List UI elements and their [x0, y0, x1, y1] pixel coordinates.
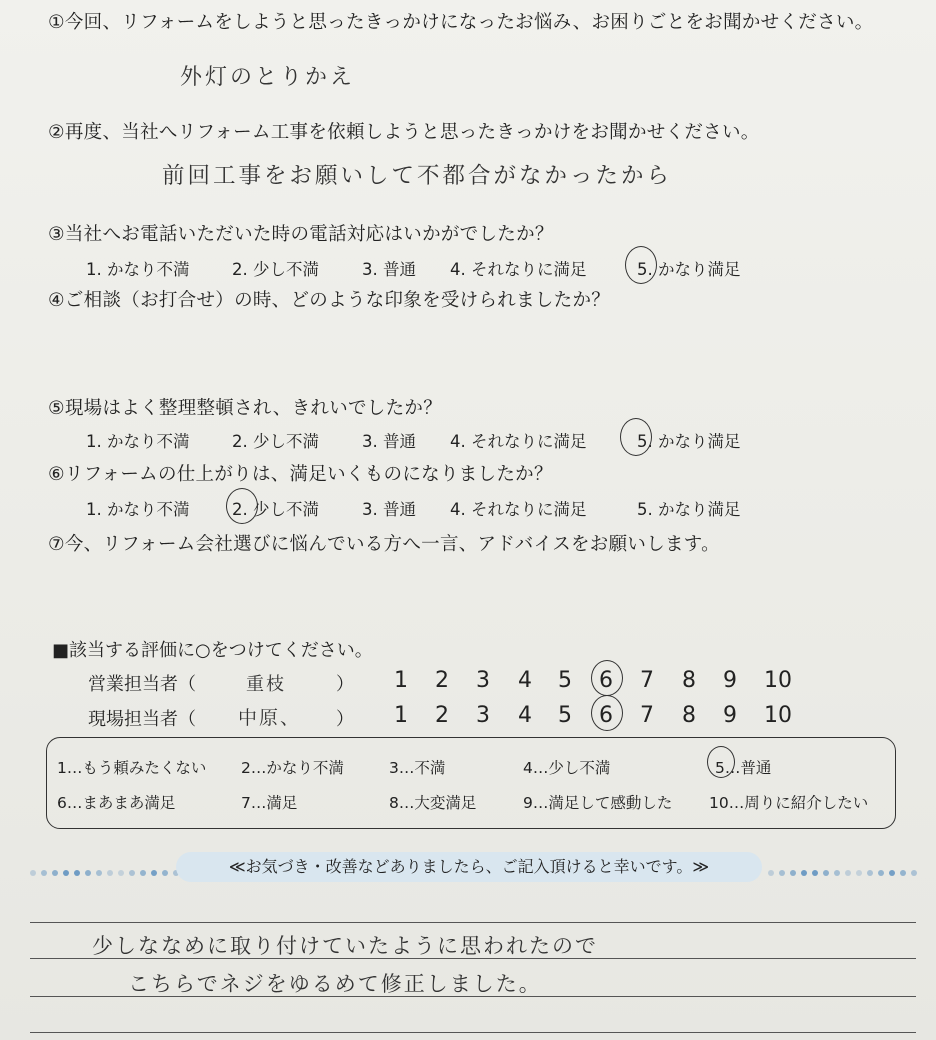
question-7: ⑦今、リフォーム会社選びに悩んでいる方へ一言、アドバイスをお願いします。: [48, 534, 720, 555]
question-6: ⑥リフォームの仕上がりは、満足いくものになりましたか？: [48, 464, 553, 485]
decor-dot: [30, 870, 36, 876]
answer-2-handwritten: 前回工事をお願いして不都合がなかったから: [162, 163, 673, 189]
site-name-handwritten: 中原、: [238, 707, 302, 729]
comment-handwritten-1: 少しななめに取り付けていたように思われたので: [92, 934, 598, 958]
banner-dots-right: [768, 862, 922, 872]
option-5[interactable]: 5. かなり満足: [637, 500, 741, 519]
site-score-circle: [591, 695, 623, 731]
decor-dot: [151, 870, 157, 876]
score-4[interactable]: 4: [518, 668, 532, 693]
score-9[interactable]: 9: [723, 668, 737, 693]
option-5[interactable]: 5. かなり満足: [637, 432, 741, 451]
score-10[interactable]: 10: [764, 703, 792, 728]
rating-title: ■該当する評価に○をつけてください。: [52, 640, 373, 661]
decor-dot: [107, 870, 113, 876]
answer-1-handwritten: 外灯のとりかえ: [180, 65, 356, 90]
score-5[interactable]: 5: [558, 703, 572, 728]
scale-item-8: 8…大変満足: [389, 794, 477, 812]
decor-dot: [801, 870, 807, 876]
option-2[interactable]: 2. 少し不満: [232, 260, 319, 279]
scale-item-1: 1…もう頼みたくない: [57, 759, 207, 777]
decor-dot: [768, 870, 774, 876]
decor-dot: [162, 870, 168, 876]
option-2[interactable]: 2. 少し不満: [232, 432, 319, 451]
scale-item-7: 7…満足: [241, 794, 298, 812]
option-2[interactable]: 2. 少し不満: [232, 500, 319, 519]
decor-dot: [823, 870, 829, 876]
banner-dots-left: [30, 862, 184, 872]
option-1[interactable]: 1. かなり不満: [86, 260, 190, 279]
score-2[interactable]: 2: [435, 668, 449, 693]
decor-dot: [63, 870, 69, 876]
rating-scale-legend: [46, 737, 896, 829]
decor-dot: [867, 870, 873, 876]
score-3[interactable]: 3: [476, 703, 490, 728]
option-4[interactable]: 4. それなりに満足: [450, 260, 587, 279]
decor-dot: [41, 870, 47, 876]
decor-dot: [779, 870, 785, 876]
scale-circle-mark: [707, 746, 735, 778]
decor-dot: [812, 870, 818, 876]
sales-close: ）: [336, 674, 354, 695]
option-4[interactable]: 4. それなりに満足: [450, 432, 587, 451]
decor-dot: [74, 870, 80, 876]
question-5: ⑤現場はよく整理整頓され、きれいでしたか？: [48, 398, 442, 419]
sales-name-handwritten: 重枝: [246, 674, 286, 695]
option-3[interactable]: 3. 普通: [362, 260, 416, 279]
selected-circle: [625, 246, 657, 284]
decor-dot: [790, 870, 796, 876]
score-3[interactable]: 3: [476, 668, 490, 693]
question-1: ①今回、リフォームをしようと思ったきっかけになったお悩み、お困りごとをお聞かせください。: [48, 12, 874, 33]
decor-dot: [845, 870, 851, 876]
option-1[interactable]: 1. かなり不満: [86, 432, 190, 451]
decor-dot: [85, 870, 91, 876]
decor-dot: [140, 870, 146, 876]
decor-dot: [129, 870, 135, 876]
score-6[interactable]: 6: [599, 668, 613, 693]
scale-item-9: 9…満足して感動した: [523, 794, 673, 812]
score-10[interactable]: 10: [764, 668, 792, 693]
decor-dot: [900, 870, 906, 876]
decor-dot: [878, 870, 884, 876]
scale-item-4: 4…少し不満: [523, 759, 611, 777]
question-4: ④ご相談（お打合せ）の時、どのような印象を受けられましたか？: [48, 290, 611, 311]
decor-dot: [911, 870, 917, 876]
scale-item-2: 2…かなり不満: [241, 759, 344, 777]
scale-item-5: 5…普通: [715, 759, 772, 777]
decor-dot: [889, 870, 895, 876]
score-9[interactable]: 9: [723, 703, 737, 728]
decor-dot: [118, 870, 124, 876]
score-8[interactable]: 8: [682, 703, 696, 728]
sales-score-circle: [591, 660, 623, 696]
scale-item-6: 6…まあまあ満足: [57, 794, 176, 812]
site-label: 現場担当者（: [88, 709, 196, 730]
score-8[interactable]: 8: [682, 668, 696, 693]
score-7[interactable]: 7: [640, 703, 654, 728]
decor-dot: [856, 870, 862, 876]
score-7[interactable]: 7: [640, 668, 654, 693]
decor-dot: [96, 870, 102, 876]
score-1[interactable]: 1: [394, 703, 408, 728]
score-4[interactable]: 4: [518, 703, 532, 728]
sales-label: 営業担当者（: [88, 674, 196, 695]
option-1[interactable]: 1. かなり不満: [86, 500, 190, 519]
comment-line-1: [30, 922, 916, 923]
comment-banner: ≪お気づき・改善などありましたら、ご記入頂けると幸いです。≫: [176, 852, 762, 882]
site-close: ）: [336, 709, 354, 730]
score-5[interactable]: 5: [558, 668, 572, 693]
comment-line-4: [30, 1032, 916, 1033]
scale-item-3: 3…不満: [389, 759, 446, 777]
question-2: ②再度、当社へリフォーム工事を依頼しようと思ったきっかけをお聞かせください。: [48, 122, 760, 143]
decor-dot: [834, 870, 840, 876]
score-6[interactable]: 6: [599, 703, 613, 728]
score-2[interactable]: 2: [435, 703, 449, 728]
option-4[interactable]: 4. それなりに満足: [450, 500, 587, 519]
score-1[interactable]: 1: [394, 668, 408, 693]
option-3[interactable]: 3. 普通: [362, 500, 416, 519]
selected-circle: [620, 418, 652, 456]
question-3: ③当社へお電話いただいた時の電話対応はいかがでしたか？: [48, 224, 554, 245]
comment-handwritten-2: こちらでネジをゆるめて修正しました。: [128, 972, 542, 996]
option-5[interactable]: 5. かなり満足: [637, 260, 741, 279]
option-3[interactable]: 3. 普通: [362, 432, 416, 451]
scale-item-10: 10…周りに紹介したい: [709, 794, 869, 812]
selected-circle: [226, 488, 258, 524]
decor-dot: [52, 870, 58, 876]
